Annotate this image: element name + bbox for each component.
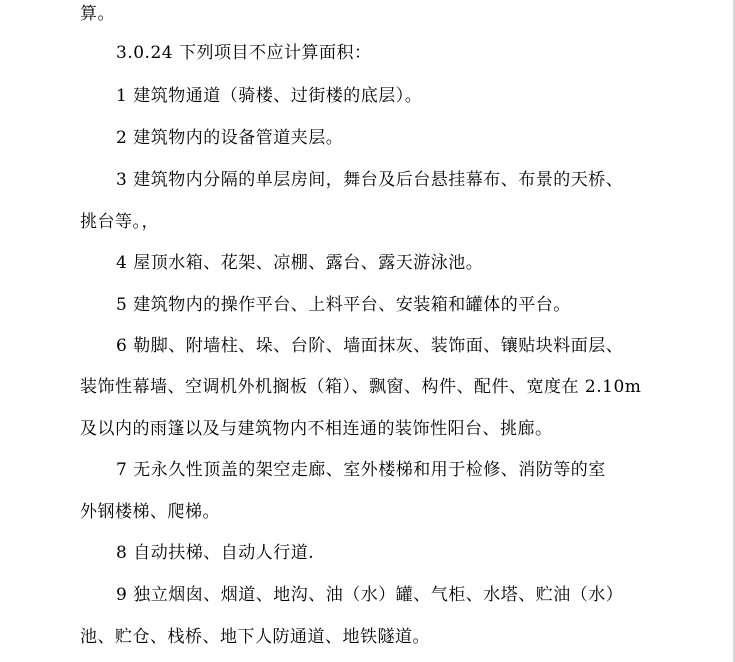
list-item-4: 4 屋顶水箱、花架、凉棚、露台、露天游泳池。	[116, 253, 484, 273]
list-item-2: 2 建筑物内的设备管道夹层。	[116, 128, 344, 148]
list-item-3: 3 建筑物内分隔的单层房间，舞台及后台悬挂幕布、布景的天桥、	[116, 170, 624, 190]
list-item-3-cont: 挑台等。，	[80, 212, 159, 232]
list-item-1: 1 建筑物通道（骑楼、过街楼的底层）。	[116, 86, 423, 106]
list-item-9-cont: 池、贮仓、栈桥、地下人防通道、地铁隧道。	[80, 627, 430, 647]
list-item-6-cont-1: 装饰性幕墙、空调机外机搁板（箱）、飘窗、构件、配件、宽度在 2.10m	[80, 377, 642, 397]
list-item-9: 9 独立烟囱、烟道、地沟、油（水）罐、气柜、水塔、贮油（水）	[116, 585, 624, 605]
list-item-7-cont: 外钢楼梯、爬梯。	[80, 502, 220, 522]
list-item-6: 6 勒脚、附墙柱、垛、台阶、墙面抹灰、装饰面、镶贴块料面层、	[116, 336, 624, 356]
list-item-7: 7 无永久性顶盖的架空走廊、室外楼梯和用于检修、消防等的室	[116, 460, 606, 480]
text-line-continuation: 算。	[80, 4, 115, 24]
list-item-5: 5 建筑物内的操作平台、上料平台、安装箱和罐体的平台。	[116, 295, 571, 315]
clause-heading: 3.0.24 下列项目不应计算面积：	[116, 43, 372, 63]
list-item-6-cont-2: 及以内的雨篷以及与建筑物内不相连通的装饰性阳台、挑廊。	[80, 419, 553, 439]
list-item-8: 8 自动扶梯、自动人行道.	[116, 543, 315, 563]
